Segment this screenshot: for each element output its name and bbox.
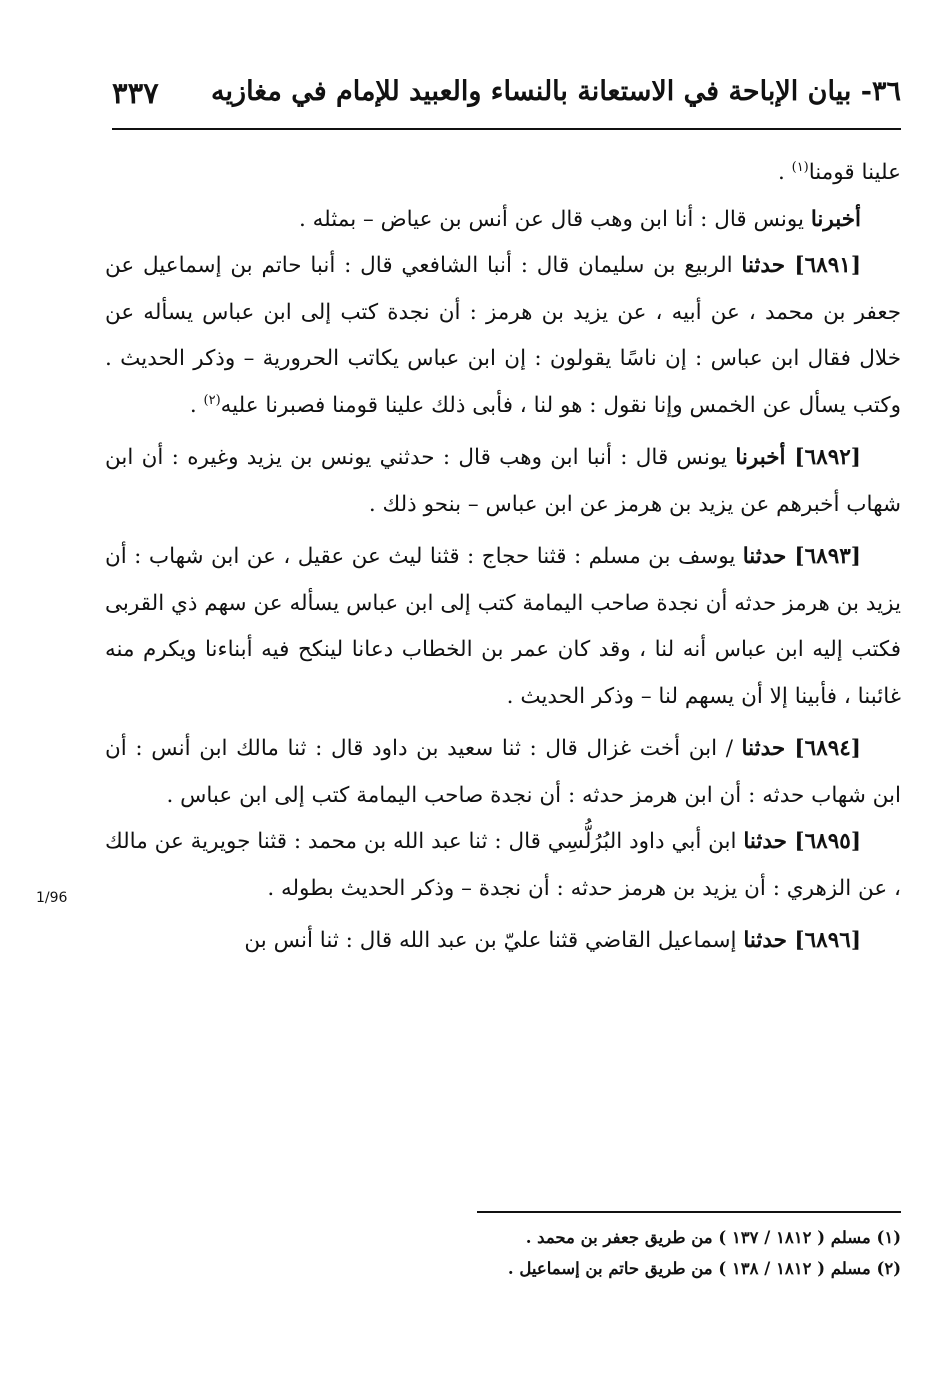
narration-keyword: حدثنا: [741, 736, 786, 761]
hadith-6895: [105, 819, 901, 912]
paragraph-continuation: [105, 150, 901, 197]
footnote-1: (١) مسلم ( ١٨١٢ / ١٣٧ ) من طريق جعفر بن محمد .: [525, 1228, 901, 1247]
hadith-number: [٦٨٩٣]: [786, 544, 861, 569]
hadith-number: [٦٨٩٦]: [786, 928, 861, 953]
footnote-mark: (٢): [203, 392, 221, 408]
paragraph-text: يونس قال : أنبا ابن وهب قال : حدثني يونس بن يزيد وغيره : أن ابن شهاب أخبرهم عن يزيد بن هرمز عن ابن عباس – بنحو ذلك .: [105, 445, 901, 517]
narration-keyword: حدثنا: [742, 544, 787, 569]
page-number: ٣٣٧: [112, 76, 159, 110]
paragraph-text: إسماعيل القاضي قثنا عليّ بن عبد الله قال : ثنا أنس بن: [244, 928, 744, 953]
hadith-number: [٦٨٩٤]: [785, 736, 861, 761]
page-header: [112, 76, 901, 126]
margin-reference: 1/96: [36, 890, 68, 906]
header-rule: [112, 128, 901, 130]
paragraph-text: ابن أبي داود البُرُلُّسِي قال : ثنا عبد الله بن محمد : قثنا جويرية عن مالك ، عن الزهري : أن يزيد بن هرمز حدثه : أن نجدة – وذكر الحديث بطوله .: [105, 829, 901, 901]
narration-keyword: حدثنا: [743, 928, 787, 953]
hadith-6891: [105, 243, 901, 429]
hadith-6892: [105, 435, 901, 528]
paragraph-text: الربيع بن سليمان قال : أنبا الشافعي قال : أنبا حاتم بن إسماعيل عن جعفر بن محمد ، عن أبيه ، عن يزيد بن هرمز : أن نجدة كتب إلى ابن عباس يسأله عن خلال فقال ابن عباس : إن ناسًا يقولون : إن ابن عباس يكاتب الحرورية – وذكر الحديث . وكتب يسأل عن الخمس وإنا نقول : هو لنا ، فأبى ذلك علينا قومنا فصبرنا عليه: [105, 253, 901, 418]
narration-keyword: أخبرنا: [735, 445, 786, 470]
narration-keyword: حدثنا: [743, 829, 787, 854]
paragraph-end: .: [777, 160, 792, 185]
hadith-number: [٦٨٩١]: [785, 253, 861, 278]
paragraph: [105, 197, 901, 244]
paragraph-end: .: [189, 392, 204, 418]
paragraph-text: يوسف بن مسلم : قثنا حجاج : قثنا ليث عن عقيل ، عن ابن شهاب : أن يزيد بن هرمز حدثه أن نجدة صاحب اليمامة كتب إلى ابن عباس يسأله عن سهم ذي القربى فكتب إليه ابن عباس أنه لنا ، وقد كان عمر بن الخطاب دعانا لينكح فيه أبناءنا ويكرم منه غائبنا ، فأبينا إلا أن يسهم لنا – وذكر الحديث .: [105, 544, 901, 709]
narration-keyword: أخبرنا: [810, 206, 861, 232]
hadith-6894: [105, 726, 901, 819]
footnote-separator: [477, 1211, 901, 1213]
chapter-title: ٣٦- بيان الإباحة في الاستعانة بالنساء والعبيد للإمام في مغازيه: [211, 76, 901, 107]
footnote-mark: (١): [791, 159, 809, 175]
paragraph-text: يونس قال : أنا ابن وهب قال عن أنس بن عياض – بمثله .: [298, 206, 811, 232]
narration-keyword: حدثنا: [741, 253, 785, 278]
footnotes: [201, 1222, 901, 1284]
main-text: [105, 150, 901, 965]
hadith-number: [٦٨٩٢]: [785, 445, 861, 470]
hadith-6896: [105, 918, 901, 965]
hadith-6893: [105, 534, 901, 720]
paragraph-text: / ابن أخت غزال قال : ثنا سعيد بن داود قال : ثنا مالك ابن أنس : أن ابن شهاب حدثه : أن ابن هرمز حدثه : أن نجدة صاحب اليمامة كتب إلى ابن عباس .: [105, 736, 901, 808]
paragraph-text: علينا قومنا: [808, 160, 901, 185]
footnote-2: (٢) مسلم ( ١٨١٢ / ١٣٨ ) من طريق حاتم بن إسماعيل .: [507, 1259, 901, 1278]
hadith-number: [٦٨٩٥]: [786, 829, 861, 854]
